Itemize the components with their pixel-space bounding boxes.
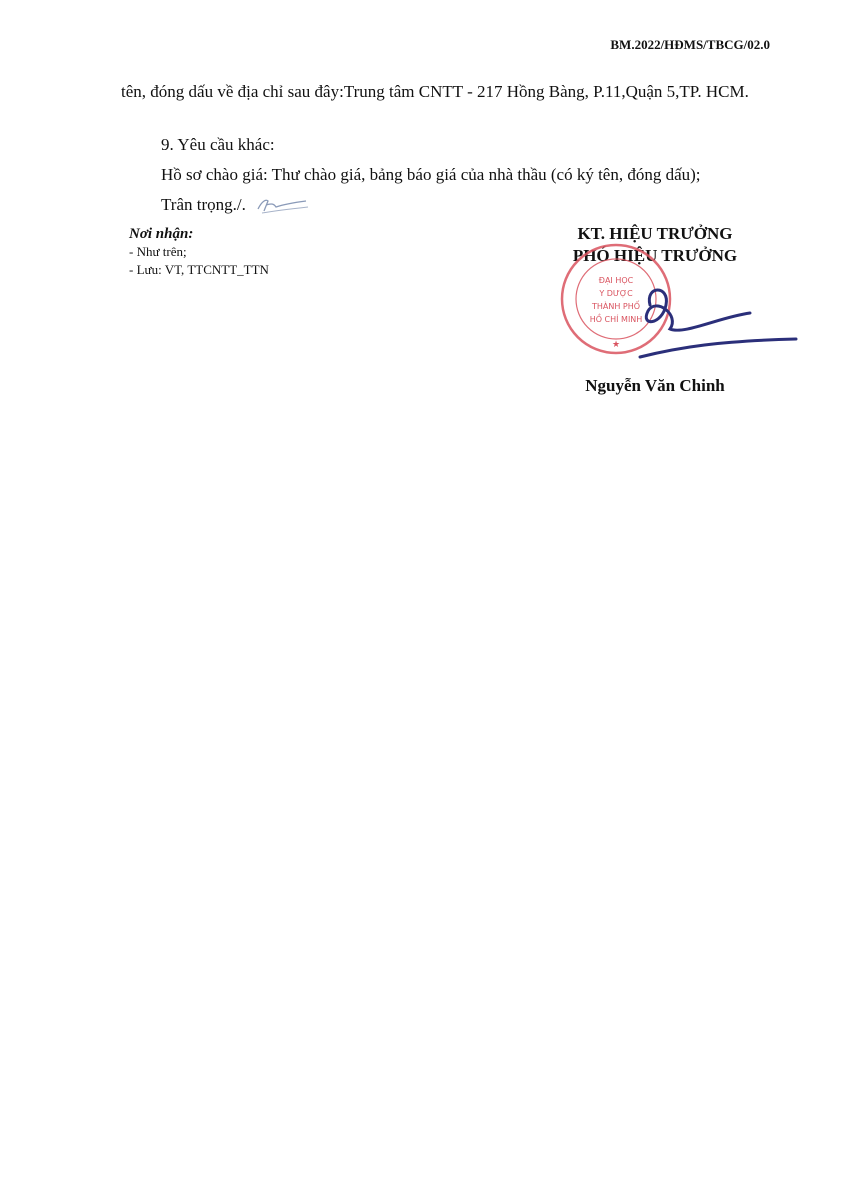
stamp-text-1: ĐẠI HỌC: [598, 276, 634, 285]
recipients-heading: Nơi nhận:: [129, 226, 194, 242]
closing-line: [161, 194, 811, 217]
signer-title-1: KT. HIỆU TRƯỞNG: [577, 224, 733, 243]
stamp-text-2: Y DƯỢC: [599, 289, 633, 298]
address-paragraph: tên, đóng dấu về địa chỉ sau đây:Trung tâm CNTT - 217 Hồng Bàng, P.11,Quận 5,TP. HCM.: [121, 82, 749, 101]
signature-block: [540, 223, 770, 397]
recipient-item: - Như trên;: [129, 244, 187, 259]
stamp-text-4: HỒ CHÍ MINH: [589, 315, 643, 324]
other-requirements-heading: 9. Yêu cầu khác:: [161, 135, 275, 154]
document-code: BM.2022/HĐMS/TBCG/02.0: [610, 37, 770, 52]
handwritten-signature: [600, 275, 800, 365]
stamp-area: [540, 267, 770, 375]
recipients-block: [121, 225, 269, 279]
svg-text:★: ★: [611, 339, 621, 349]
initials-signature: [254, 195, 310, 217]
recipient-item: - Lưu: VT, TTCNTT_TTN: [129, 262, 269, 277]
stamp-text-3: THÀNH PHỐ: [591, 302, 641, 311]
signer-name: Nguyễn Văn Chinh: [585, 376, 725, 395]
signer-title-2: PHÓ HIỆU TRƯỞNG: [572, 246, 738, 265]
quotation-dossier-paragraph: Hồ sơ chào giá: Thư chào giá, bảng báo giá của nhà thầu (có ký tên, đóng dấu);: [161, 165, 701, 184]
closing-text: Trân trọng./.: [161, 195, 246, 214]
